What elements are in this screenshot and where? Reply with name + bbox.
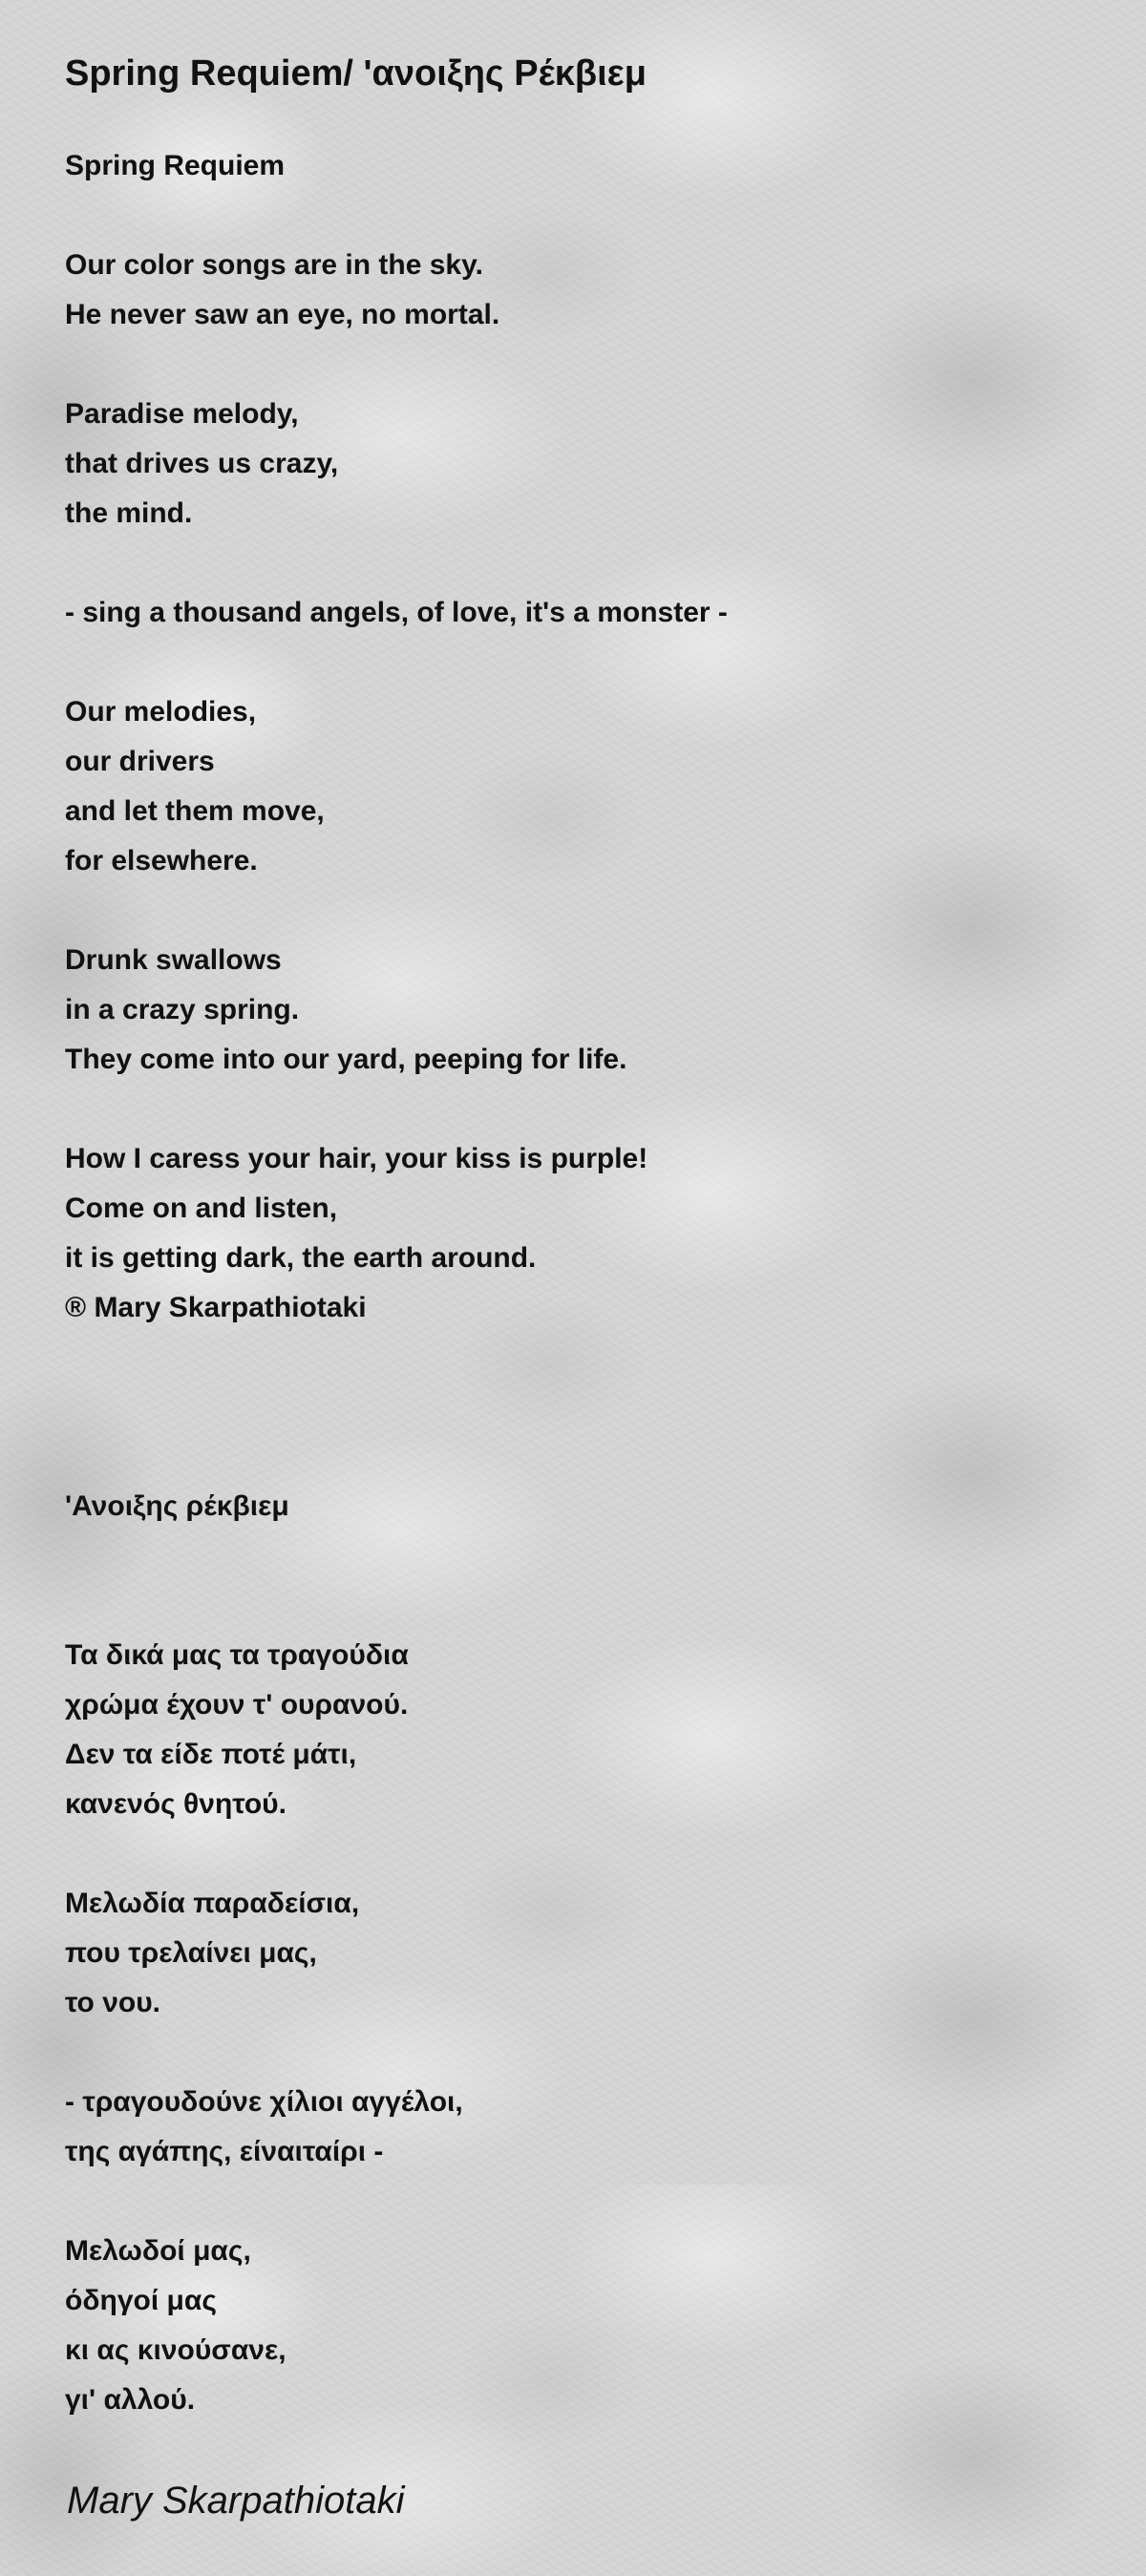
poem-line: They come into our yard, peeping for life.: [65, 1044, 627, 1075]
poem-line: Spring Requiem: [65, 150, 286, 181]
stanza-gap: [65, 2177, 728, 2227]
poem-line: κανενός θνητού.: [65, 1788, 286, 1820]
poem-line: it is getting dark, the earth around.: [65, 1242, 537, 1274]
poem-line: How I caress your hair, your kiss is purple!: [65, 1143, 648, 1174]
poem-line: που τρελαίνει μας,: [65, 1937, 317, 1969]
stanza-gap: [65, 340, 728, 390]
poem-line: and let them move,: [65, 795, 325, 827]
poem-line: γι' αλλού.: [65, 2384, 196, 2416]
poem-line: for elsewhere.: [65, 845, 258, 876]
poem-line: Μελωδία παραδείσια,: [65, 1888, 360, 1919]
poem-line: κι ας κινούσανε,: [65, 2334, 286, 2366]
poem-line: Our melodies,: [65, 696, 257, 728]
stanza-gap: [65, 1333, 728, 1383]
poem-line: το νου.: [65, 1987, 161, 2018]
poem-line: Δεν τα είδε ποτέ μάτι,: [65, 1739, 357, 1770]
poem-line: Come on and listen,: [65, 1193, 338, 1224]
stanza-gap: [65, 2028, 728, 2078]
poem-title: Spring Requiem/ 'ανοιξης Ρέκβιεμ: [65, 53, 647, 94]
poem-line: He never saw an eye, no mortal.: [65, 299, 500, 330]
stanza-gap: [65, 191, 728, 241]
poem-line: Τα δικά μας τα τραγούδια: [65, 1639, 409, 1671]
poem-line: 'Ανοιξης ρέκβιεμ: [65, 1490, 289, 1522]
poem-line: the mind.: [65, 497, 193, 529]
poem-line: in a crazy spring.: [65, 994, 300, 1025]
poem-body: [65, 141, 728, 2425]
stanza-gap: [65, 1531, 728, 1581]
poem-author: Mary Skarpathiotaki: [67, 2480, 405, 2522]
poem-line: της αγάπης, είναιταίρι -: [65, 2136, 384, 2167]
poem-line: Our color songs are in the sky.: [65, 249, 483, 281]
stanza-gap: [65, 886, 728, 936]
poem-line: - τραγουδούνε χίλιοι αγγέλοι,: [65, 2086, 463, 2118]
stanza-gap: [65, 1383, 728, 1432]
poem-line: όδηγοί μας: [65, 2285, 217, 2316]
stanza-gap: [65, 1085, 728, 1134]
poem-line: Drunk swallows: [65, 944, 282, 976]
poem-line: our drivers: [65, 746, 215, 777]
stanza-gap: [65, 538, 728, 588]
poem-line: χρώμα έχουν τ' ουρανού.: [65, 1689, 409, 1721]
poem-line: - sing a thousand angels, of love, it's a monster -: [65, 597, 728, 628]
stanza-gap: [65, 638, 728, 687]
poem-line: Μελωδοί μας,: [65, 2235, 251, 2267]
poem-line: Paradise melody,: [65, 398, 299, 430]
stanza-gap: [65, 1581, 728, 1631]
poem-line: that drives us crazy,: [65, 448, 339, 479]
stanza-gap: [65, 1829, 728, 1879]
poem-line: ® Mary Skarpathiotaki: [65, 1292, 367, 1323]
stanza-gap: [65, 1432, 728, 1482]
